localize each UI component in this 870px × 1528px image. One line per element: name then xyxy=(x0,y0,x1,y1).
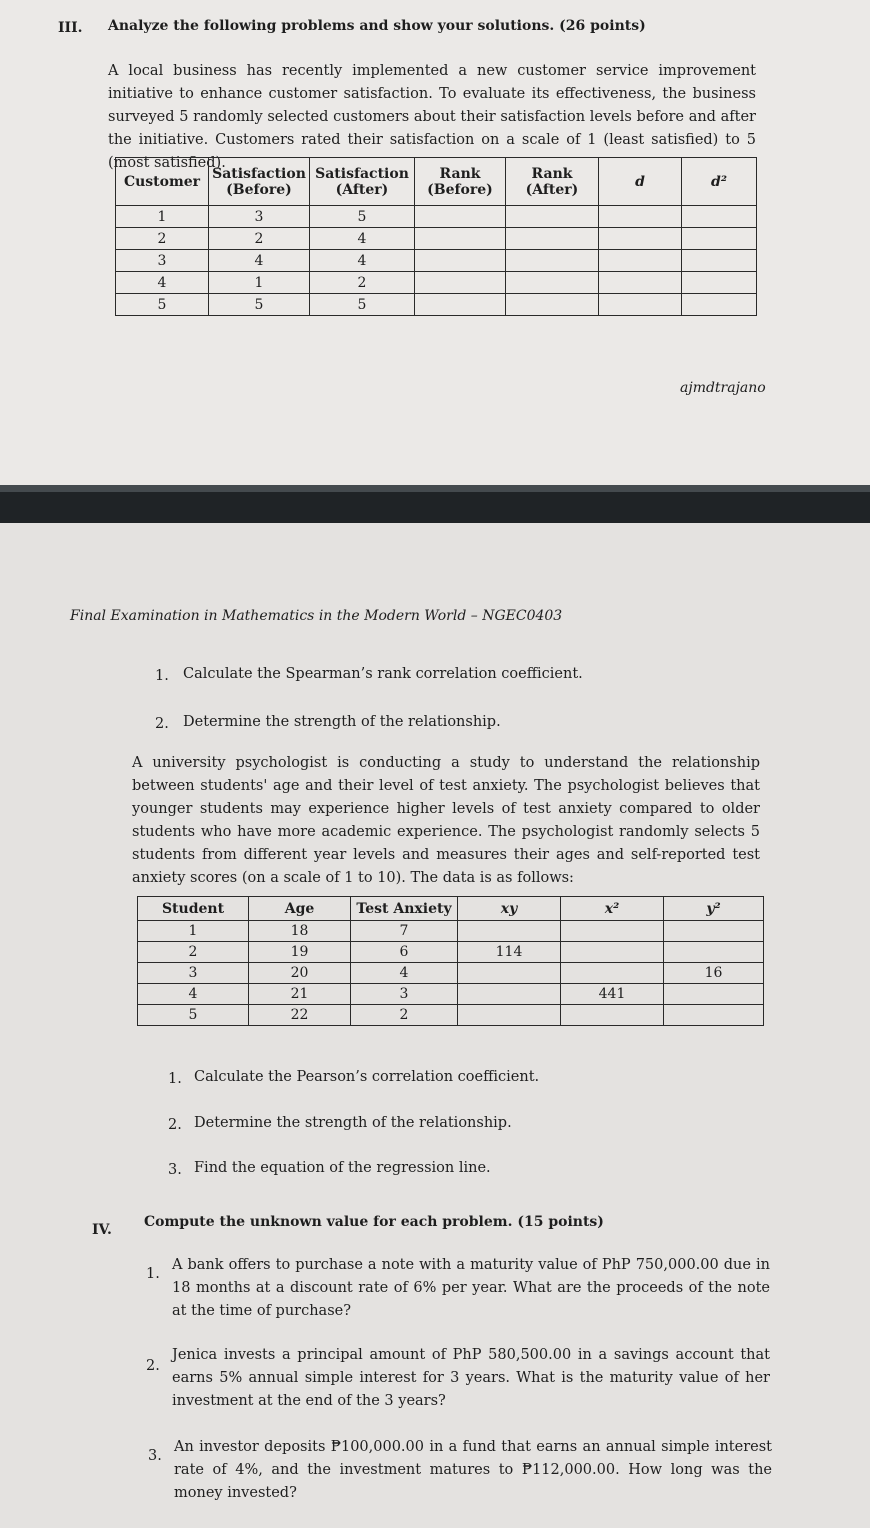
table-cell xyxy=(682,250,757,272)
table-cell xyxy=(458,963,561,984)
column-header: y² xyxy=(664,897,764,921)
table-cell: 3 xyxy=(351,984,458,1005)
table-cell xyxy=(664,942,764,963)
table-cell: 6 xyxy=(351,942,458,963)
question-number: 3. xyxy=(168,1162,182,1178)
column-header: x² xyxy=(561,897,664,921)
table-cell: 2 xyxy=(351,1005,458,1026)
table-cell: 2 xyxy=(116,228,209,250)
table-cell xyxy=(682,272,757,294)
table-cell: 2 xyxy=(209,228,310,250)
table-cell: 5 xyxy=(209,294,310,316)
exam-header: Final Examination in Mathematics in the Modern World – NGEC0403 xyxy=(70,608,563,624)
page-separator-edge xyxy=(0,485,870,492)
column-header: xy xyxy=(458,897,561,921)
question-text: Jenica invests a principal amount of PhP 580,500.00 in a savings account that earns 5% annual simple interest for 3 years. What is the maturity value of her investment at the end of the 3 years? xyxy=(172,1347,770,1409)
table-row xyxy=(116,250,757,272)
table-cell xyxy=(599,294,682,316)
table-cell: 19 xyxy=(249,942,351,963)
table-cell xyxy=(415,250,506,272)
column-header: Satisfaction (After) xyxy=(310,158,415,206)
problem-2-paragraph xyxy=(132,752,760,890)
table-cell: 5 xyxy=(310,294,415,316)
section-title: Compute the unknown value for each problem. (15 points) xyxy=(144,1214,604,1230)
table-cell: 2 xyxy=(138,942,249,963)
column-header: Age xyxy=(249,897,351,921)
age-anxiety-table xyxy=(137,896,764,1026)
table-cell xyxy=(664,984,764,1005)
table-cell xyxy=(458,1005,561,1026)
column-header: Student xyxy=(138,897,249,921)
question-text: Determine the strength of the relationship. xyxy=(194,1115,512,1131)
column-header: Satisfaction (Before) xyxy=(209,158,310,206)
column-header: Customer xyxy=(116,158,209,206)
question-number: 1. xyxy=(168,1071,182,1087)
table-cell: 4 xyxy=(138,984,249,1005)
table-row xyxy=(138,984,764,1005)
table-cell: 3 xyxy=(209,206,310,228)
question-block xyxy=(172,1344,770,1413)
table-row xyxy=(116,228,757,250)
table-row xyxy=(138,963,764,984)
table-cell xyxy=(682,228,757,250)
question-text: Determine the strength of the relationship. xyxy=(183,714,501,730)
table-cell xyxy=(682,206,757,228)
column-header: Rank (Before) xyxy=(415,158,506,206)
table-cell: 4 xyxy=(209,250,310,272)
table-cell xyxy=(561,942,664,963)
table-cell: 16 xyxy=(664,963,764,984)
table-cell: 3 xyxy=(138,963,249,984)
table-cell xyxy=(506,250,599,272)
table-row xyxy=(138,942,764,963)
table-row xyxy=(116,294,757,316)
table-cell xyxy=(561,963,664,984)
table-cell xyxy=(506,206,599,228)
table-cell xyxy=(599,228,682,250)
table-cell xyxy=(458,921,561,942)
question-number: 1. xyxy=(146,1266,160,1282)
satisfaction-table xyxy=(115,157,757,316)
table-cell: 2 xyxy=(310,272,415,294)
table-row xyxy=(138,921,764,942)
question-text: A bank offers to purchase a note with a maturity value of PhP 750,000.00 due in 18 months at a discount rate of 6% per year. What are the proceeds of the note at the time of purchase? xyxy=(172,1257,770,1319)
table-cell: 4 xyxy=(116,272,209,294)
table-cell xyxy=(599,206,682,228)
section-number: IV. xyxy=(92,1222,112,1238)
question-text: Find the equation of the regression line. xyxy=(194,1160,491,1176)
table-cell: 4 xyxy=(351,963,458,984)
table-cell xyxy=(506,272,599,294)
problem-1-text: A local business has recently implemented a new customer service improvement initiative to enhance customer satisfaction. To evaluate its effectiveness, the business surveyed 5 randomly selected customers about their satisfaction levels before and after the initiative. Customers rated their satisfaction on a scale of 1 (least satisfied) to 5 (most satisfied). xyxy=(108,63,756,171)
table-cell: 4 xyxy=(310,250,415,272)
question-text: Calculate the Spearman’s rank correlation coefficient. xyxy=(183,666,583,682)
table-cell: 4 xyxy=(310,228,415,250)
table-header-row xyxy=(116,158,757,206)
table-row xyxy=(116,206,757,228)
table-cell xyxy=(561,921,664,942)
problem-2-text: A university psychologist is conducting a study to understand the relationship between students' age and their level of test anxiety. The psychologist believes that younger students may experience higher levels of test anxiety compared to older students who have more academic experience. The psychologist randomly selects 5 students from different year levels and measures their ages and self-reported test anxiety scores (on a scale of 1 to 10). The data is as follows: xyxy=(132,755,760,886)
table-cell: 21 xyxy=(249,984,351,1005)
table-cell xyxy=(415,228,506,250)
question-block xyxy=(172,1254,770,1323)
question-number: 1. xyxy=(155,668,169,684)
question-number: 2. xyxy=(155,716,169,732)
table-cell xyxy=(599,272,682,294)
question-text: Calculate the Pearson’s correlation coefficient. xyxy=(194,1069,540,1085)
table-cell: 3 xyxy=(116,250,209,272)
question-number: 2. xyxy=(146,1358,160,1374)
question-number: 2. xyxy=(168,1117,182,1133)
table-cell xyxy=(664,921,764,942)
table-cell xyxy=(561,1005,664,1026)
table-cell: 441 xyxy=(561,984,664,1005)
table-cell: 5 xyxy=(310,206,415,228)
table-cell xyxy=(506,294,599,316)
table-cell: 5 xyxy=(138,1005,249,1026)
table-cell: 5 xyxy=(116,294,209,316)
table-header-row xyxy=(138,897,764,921)
table-cell: 22 xyxy=(249,1005,351,1026)
table-cell: 114 xyxy=(458,942,561,963)
table-cell xyxy=(415,294,506,316)
column-header: d xyxy=(599,158,682,206)
column-header: Test Anxiety xyxy=(351,897,458,921)
table-cell: 1 xyxy=(116,206,209,228)
section-number: III. xyxy=(58,20,83,36)
column-header: Rank (After) xyxy=(506,158,599,206)
table-cell: 1 xyxy=(138,921,249,942)
table-cell xyxy=(664,1005,764,1026)
table-row xyxy=(116,272,757,294)
column-header: d² xyxy=(682,158,757,206)
table-cell xyxy=(506,228,599,250)
question-block xyxy=(174,1436,772,1505)
author-signature: ajmdtrajano xyxy=(680,380,766,396)
table-cell xyxy=(599,250,682,272)
table-cell: 18 xyxy=(249,921,351,942)
table-cell xyxy=(415,206,506,228)
question-number: 3. xyxy=(148,1448,162,1464)
section-title: Analyze the following problems and show your solutions. (26 points) xyxy=(108,18,646,34)
table-cell: 20 xyxy=(249,963,351,984)
table-row xyxy=(138,1005,764,1026)
table-cell: 7 xyxy=(351,921,458,942)
table-cell xyxy=(458,984,561,1005)
question-text: An investor deposits ₱100,000.00 in a fund that earns an annual simple interest rate of 4%, and the investment matures to ₱112,000.00. How long was the money invested? xyxy=(174,1439,772,1501)
table-cell: 1 xyxy=(209,272,310,294)
table-cell xyxy=(415,272,506,294)
table-cell xyxy=(682,294,757,316)
